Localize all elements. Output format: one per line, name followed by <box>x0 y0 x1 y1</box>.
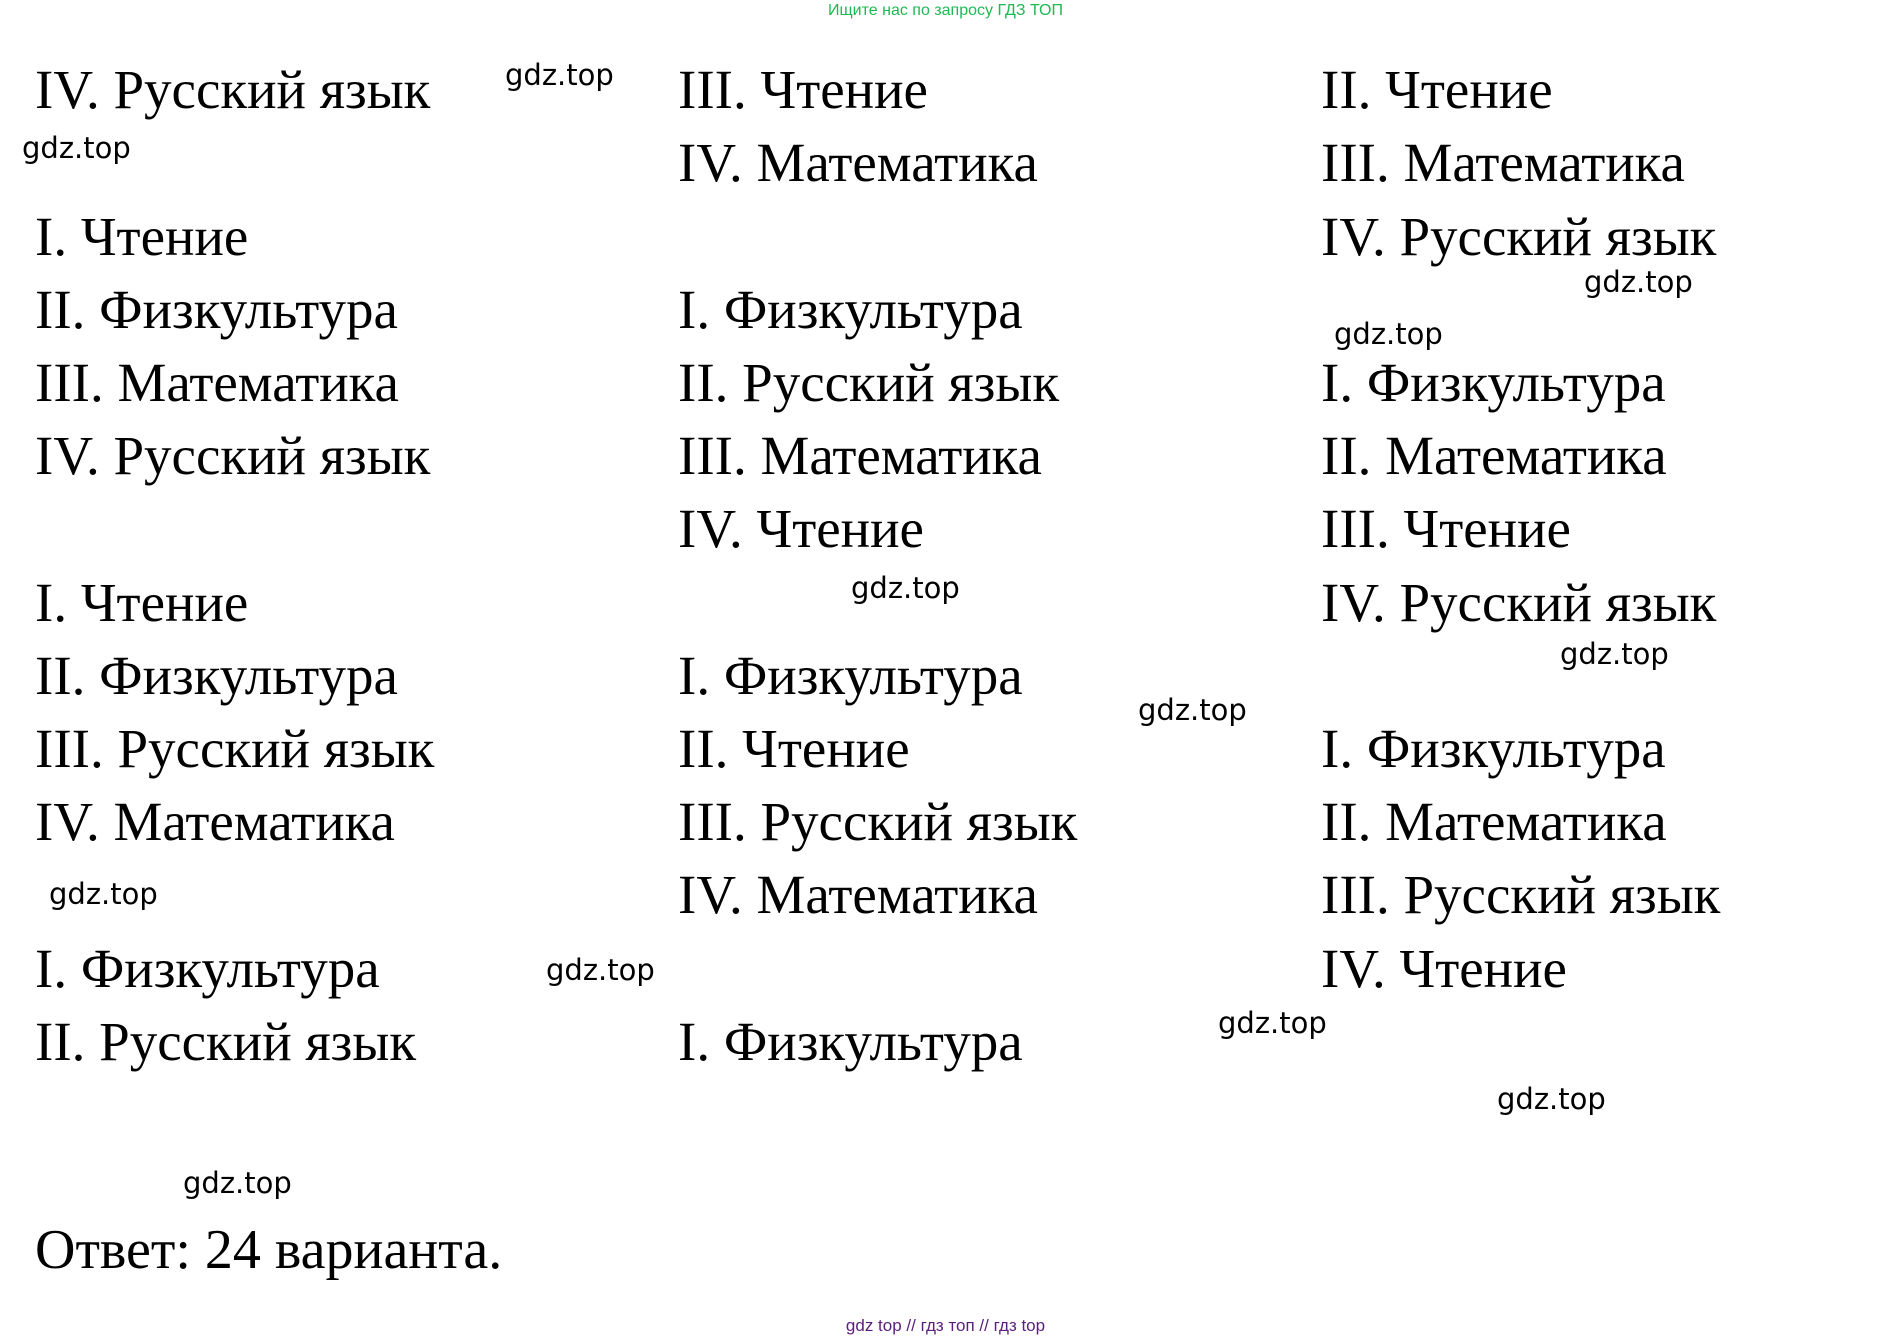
schedule-line: IV. Чтение <box>678 498 924 559</box>
watermark: gdz.top <box>1218 1006 1327 1040</box>
watermark: gdz.top <box>183 1166 292 1200</box>
schedule-line: I. Физкультура <box>1321 718 1666 779</box>
schedule-line: III. Математика <box>1321 132 1685 193</box>
schedule-line: I. Физкультура <box>35 938 380 999</box>
schedule-line: IV. Русский язык <box>35 59 431 120</box>
schedule-line: II. Чтение <box>1321 59 1553 120</box>
schedule-line: II. Русский язык <box>678 352 1060 413</box>
schedule-line: III. Математика <box>35 352 399 413</box>
schedule-line: III. Русский язык <box>35 718 435 779</box>
watermark: gdz.top <box>22 131 131 165</box>
watermark: gdz.top <box>546 953 655 987</box>
schedule-line: I. Физкультура <box>678 279 1023 340</box>
schedule-line: I. Чтение <box>35 572 249 633</box>
schedule-line: III. Математика <box>678 425 1042 486</box>
schedule-line: I. Чтение <box>35 206 249 267</box>
schedule-line: IV. Чтение <box>1321 938 1567 999</box>
schedule-line: III. Чтение <box>1321 498 1571 559</box>
schedule-line: IV. Русский язык <box>1321 206 1717 267</box>
schedule-line: III. Русский язык <box>1321 864 1721 925</box>
schedule-line: II. Математика <box>1321 425 1667 486</box>
header-note: Ищите нас по запросу ГДЗ ТОП <box>828 2 1063 19</box>
schedule-line: IV. Русский язык <box>35 425 431 486</box>
watermark: gdz.top <box>1497 1082 1606 1116</box>
schedule-line: III. Чтение <box>678 59 928 120</box>
schedule-line: I. Физкультура <box>678 645 1023 706</box>
schedule-line: IV. Математика <box>35 791 395 852</box>
schedule-line: IV. Русский язык <box>1321 572 1717 633</box>
footer-note: gdz top // гдз топ // гдз top <box>845 1316 1046 1335</box>
watermark: gdz.top <box>1138 693 1247 727</box>
schedule-line: II. Математика <box>1321 791 1667 852</box>
schedule-line: II. Чтение <box>678 718 910 779</box>
schedule-line: I. Физкультура <box>1321 352 1666 413</box>
schedule-line: II. Физкультура <box>35 645 398 706</box>
watermark: gdz.top <box>1560 637 1669 671</box>
watermark: gdz.top <box>505 58 614 92</box>
schedule-line: II. Русский язык <box>35 1011 417 1072</box>
schedule-line: II. Физкультура <box>35 279 398 340</box>
schedule-line: IV. Математика <box>678 864 1038 925</box>
watermark: gdz.top <box>851 571 960 605</box>
schedule-line: I. Физкультура <box>678 1011 1023 1072</box>
watermark: gdz.top <box>1584 265 1693 299</box>
watermark: gdz.top <box>49 877 158 911</box>
watermark: gdz.top <box>1334 317 1443 351</box>
schedule-line: IV. Математика <box>678 132 1038 193</box>
schedule-line: III. Русский язык <box>678 791 1078 852</box>
answer-text: Ответ: 24 варианта. <box>35 1219 503 1281</box>
